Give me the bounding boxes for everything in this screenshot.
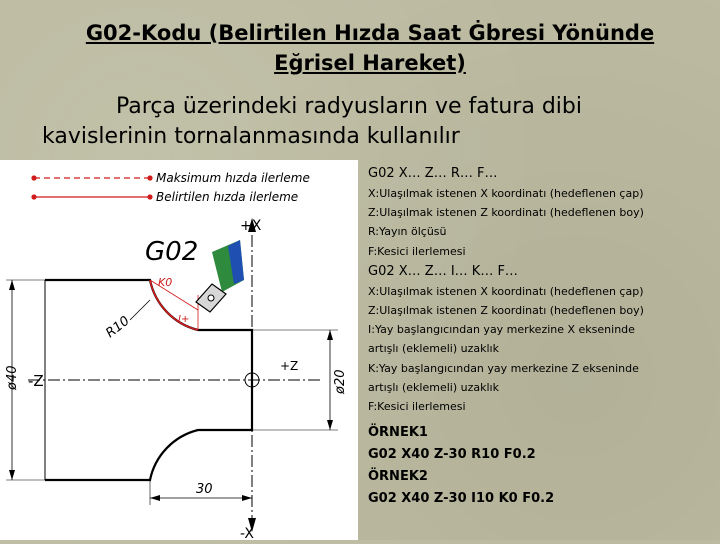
dim-arrow: [150, 495, 160, 501]
title-line-1: G02-Kodu (Belirtilen Hızda Saat Ġbresi Yönünde: [85, 21, 655, 45]
format-1-heading: G02 X… Z… R… F…: [368, 166, 498, 181]
format-1-param: Z:Ulaşılmak istenen Z koordinatı (hedeflenen boy): [368, 206, 644, 220]
format-2-param: artışlı (eklemeli) uzaklık: [368, 380, 499, 394]
dim-phi40-label: ø40: [5, 365, 20, 390]
format-2-param: F:Kesici ilerlemesi: [368, 400, 466, 414]
dim-30-label: 30: [196, 482, 213, 497]
title-line-2: Eğrisel Hareket): [274, 51, 466, 75]
dim-phi20-label: ø20: [333, 369, 348, 394]
axis-plus-x-label: +X: [240, 218, 262, 234]
subtitle: [42, 92, 702, 152]
format-1-param: R:Yayın ölçüsü: [368, 225, 447, 239]
subtitle-line-2: kavislerinin tornalanmasında kullanılır: [42, 124, 460, 149]
dim-arrow: [9, 470, 15, 480]
legend-dot: [147, 194, 152, 199]
format-2-heading: G02 X… Z… I… K… F…: [368, 263, 518, 279]
format-1-param: X:Ulaşılmak istenen X koordinatı (hedeflenen çap): [368, 187, 644, 200]
legend-spec-label: Belirtilen hızda ilerleme: [156, 190, 299, 204]
axis-minus-x-label: -X: [240, 526, 254, 540]
legend-dot: [147, 175, 152, 180]
g02-description: [368, 163, 713, 510]
dim-arrow: [327, 330, 333, 340]
insert-screw: [208, 295, 214, 301]
g02-diagram-svg: [0, 160, 358, 540]
dim-arrow: [327, 420, 333, 430]
legend-dot: [31, 175, 36, 180]
axis-minus-z-label: -Z: [28, 372, 44, 390]
example-1-code: G02 X40 Z-30 R10 F0.2: [368, 447, 536, 463]
format-2-param: K:Yay başlangıcından yay merkezine Z ekseninde: [368, 361, 639, 375]
example-1-heading: ÖRNEK1: [368, 425, 428, 441]
dim-arrow: [9, 280, 15, 290]
legend-max-label: Maksimum hızda ilerleme: [156, 171, 310, 185]
dim-arrow: [242, 495, 252, 501]
page-title: [40, 18, 700, 78]
format-2-param: artışlı (eklemeli) uzaklık: [368, 342, 499, 356]
example-2-code: G02 X40 Z-30 I10 K0 F0.2: [368, 491, 555, 507]
g02-code-label: G02: [145, 237, 199, 267]
example-2-heading: ÖRNEK2: [368, 469, 428, 485]
subtitle-line-1: Parça üzerindeki radyusların ve fatura dibi: [116, 94, 582, 119]
r10-label: R10: [103, 313, 133, 342]
format-2-param: X:Ulaşılmak istenen X koordinatı (hedeflenen çap): [368, 284, 644, 298]
g02-diagram: [0, 160, 358, 540]
k0-label: K0: [158, 276, 173, 289]
i-label: I+: [178, 314, 190, 325]
format-1-param: F:Kesici ilerlemesi: [368, 244, 466, 258]
format-2-param: I:Yay başlangıcından yay merkezine X ekseninde: [368, 323, 635, 337]
r10-leader: [130, 300, 150, 320]
axis-plus-z-label: +Z: [280, 359, 299, 373]
legend-dot: [31, 194, 36, 199]
format-2-param: Z:Ulaşılmak istenen Z koordinatı (hedeflenen boy): [368, 304, 644, 318]
